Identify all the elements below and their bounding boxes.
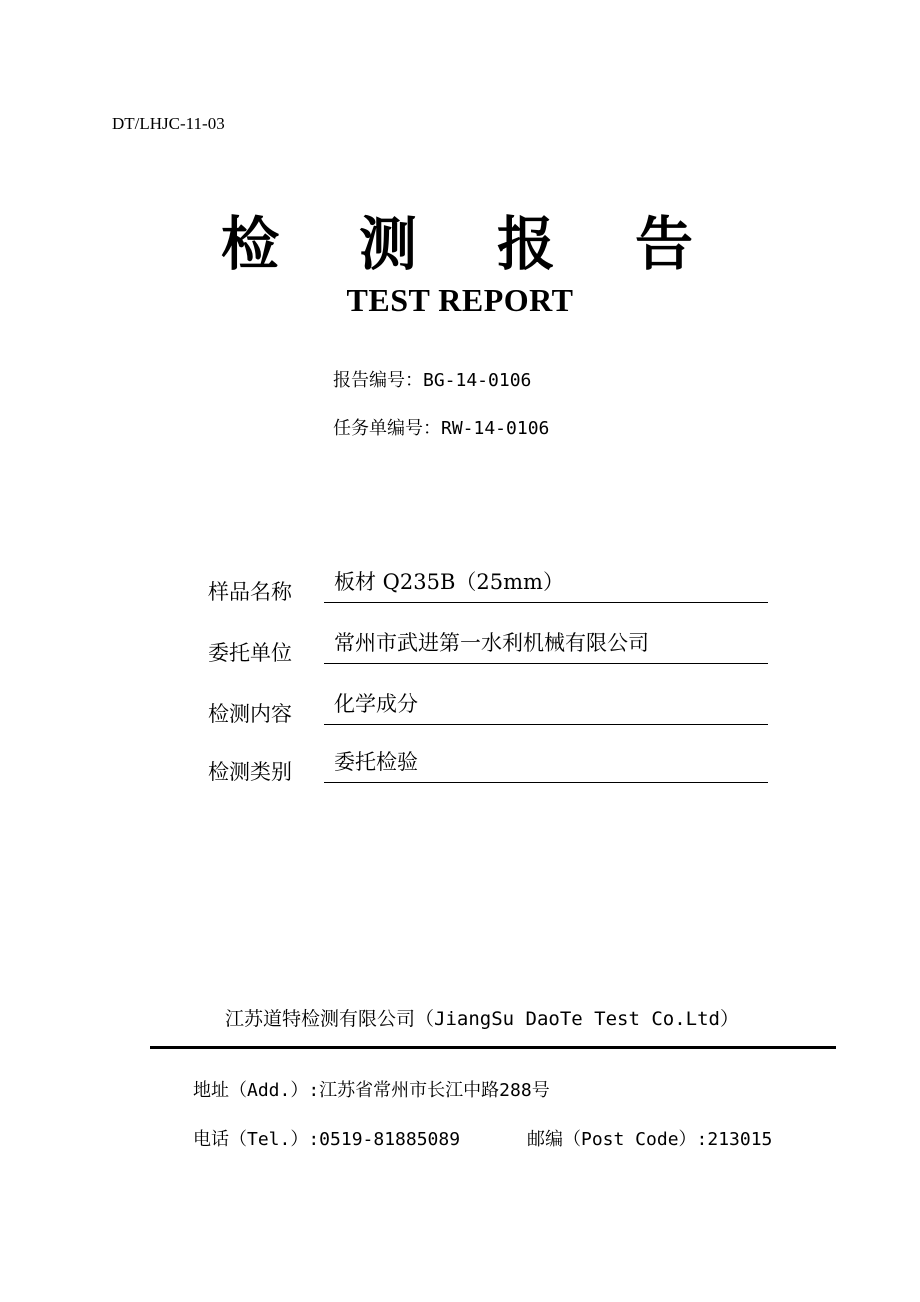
field-value: 板材 Q235B（25mm） <box>334 570 564 594</box>
title-char-2: 测 <box>359 210 418 278</box>
field-underline <box>324 724 768 725</box>
field-value: 委托检验 <box>334 750 418 774</box>
document-code: DT/LHJC-11-03 <box>112 114 225 133</box>
title-char-1: 检 <box>221 210 280 278</box>
field-sample-name <box>208 566 768 606</box>
report-title-en: TEST REPORT <box>346 282 574 318</box>
postcode: 邮编（Post Code）:213015 <box>527 1129 773 1150</box>
field-label: 委托单位 <box>208 641 292 665</box>
title-char-4: 告 <box>635 210 694 278</box>
field-value: 化学成分 <box>334 692 418 716</box>
field-test-category <box>208 746 768 786</box>
company-name: 江苏道特检测有限公司（JiangSu DaoTe Test Co.Ltd） <box>225 1008 739 1030</box>
field-label: 样品名称 <box>208 580 292 604</box>
field-client <box>208 627 768 667</box>
field-value: 常州市武进第一水利机械有限公司 <box>334 631 649 655</box>
report-number: 报告编号：BG-14-0106 <box>333 370 532 391</box>
report-title-cn <box>0 206 920 286</box>
footer-divider <box>150 1046 836 1049</box>
field-underline <box>324 602 768 603</box>
address: 地址（Add.）:江苏省常州市长江中路288号 <box>193 1080 550 1101</box>
field-underline <box>324 782 768 783</box>
title-char-3: 报 <box>497 210 556 278</box>
field-label: 检测类别 <box>208 760 292 784</box>
field-underline <box>324 663 768 664</box>
task-number: 任务单编号：RW-14-0106 <box>333 418 550 439</box>
phone: 电话（Tel.）:0519-81885089 <box>193 1129 461 1150</box>
field-label: 检测内容 <box>208 702 292 726</box>
field-test-content <box>208 688 768 728</box>
